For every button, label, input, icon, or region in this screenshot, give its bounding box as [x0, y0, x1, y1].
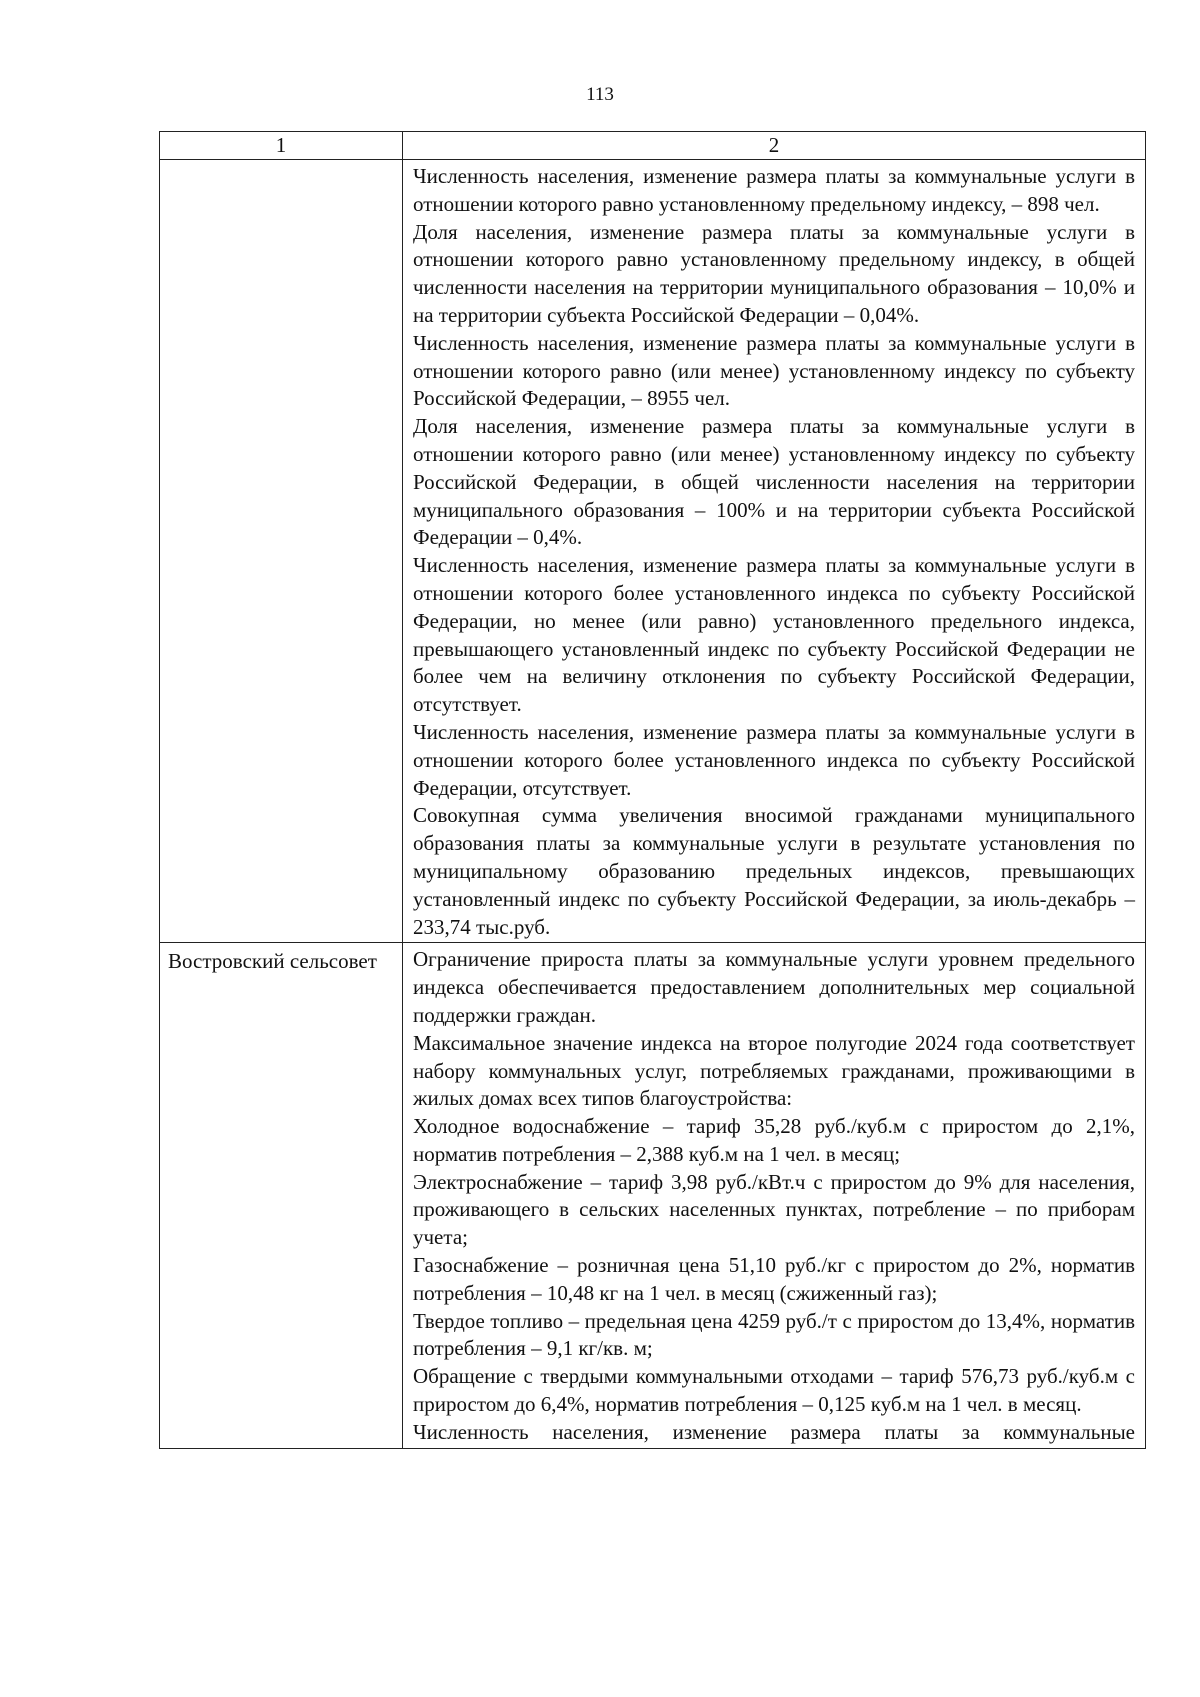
paragraph: Обращение с твердыми коммунальными отходами – тариф 576,73 руб./куб.м с приростом до 6,4%, норматив потребления – 0,125 куб.м на 1 чел. в месяц. [413, 1364, 1135, 1417]
table-row [160, 160, 1146, 943]
column-header-1: 1 [160, 132, 403, 160]
paragraph: Численность населения, изменение размера платы за коммунальные услуги в отношении которого равно (или менее) установленному индексу по субъекту Российской Федерации, – 8955 чел. [413, 330, 1135, 411]
page-number: 113 [586, 84, 614, 105]
paragraph: Доля населения, изменение размера платы за коммунальные услуги в отношении которого равно (или менее) установленному индексу по субъекту Российской Федерации, в общей численности населения на территории муниципального образования – 100% и на территории субъекта Российской Федерации – 0,4%. [413, 414, 1135, 550]
paragraph: Максимальное значение индекса на второе полугодие 2024 года соответствует набору коммунальных услуг, потребляемых гражданами, проживающими в жилых домах всех типов благоустройства: [413, 1030, 1135, 1111]
paragraph: Численность населения, изменение размера платы за коммунальные услуги в отношении которого более установленного индекса по субъекту Российской Федерации, но менее (или равно) установленного предельного индекса, превышающего установленный индекс по субъекту Российской Федерации не более чем на величину отклонения по субъекту Российской Федерации, отсутствует. [413, 553, 1135, 717]
municipality-cell [160, 160, 403, 943]
continued-paragraph: Численность населения, изменение размера платы за коммунальные [413, 1419, 1135, 1444]
paragraph: Газоснабжение – розничная цена 51,10 руб./кг с приростом до 2%, норматив потребления – 10,48 кг на 1 чел. в месяц (сжиженный газ); [413, 1253, 1135, 1305]
paragraph: Доля населения, изменение размера платы за коммунальные услуги в отношении которого равно установленному предельному индексу, в общей численности населения на территории муниципального образования – 10,0% и на территории субъекта Российской Федерации – 0,04%. [413, 219, 1135, 327]
paragraph: Численность населения, изменение размера платы за коммунальные услуги в отношении которого более установленного индекса по субъекту Российской Федерации, отсутствует. [413, 719, 1135, 800]
paragraph: Холодное водоснабжение – тариф 35,28 руб./куб.м с приростом до 2,1%, норматив потребления – 2,388 куб.м на 1 чел. в месяц; [413, 1114, 1135, 1166]
description-cell [403, 160, 1146, 943]
paragraph: Твердое топливо – предельная цена 4259 руб./т с приростом до 13,4%, норматив потребления – 9,1 кг/кв. м; [413, 1308, 1135, 1361]
table-row [160, 943, 1146, 1448]
document-table [159, 131, 1146, 1449]
table-header-row [160, 132, 1146, 160]
description-cell [403, 943, 1146, 1448]
municipality-cell: Востровский сельсовет [160, 943, 403, 1448]
paragraph: Ограничение прироста платы за коммунальные услуги уровнем предельного индекса обеспечивается предоставлением дополнительных мер социальной поддержки граждан. [413, 947, 1135, 1027]
column-header-2: 2 [403, 132, 1146, 160]
paragraph: Совокупная сумма увеличения вносимой гражданами муниципального образования платы за коммунальные услуги в результате установления по муниципальному образованию предельных индексов, превышающих установленный индекс по субъекту Российской Федерации, за июль-декабрь – 233,74 тыс.руб. [413, 803, 1135, 939]
paragraph: Электроснабжение – тариф 3,98 руб./кВт.ч с приростом до 9% для населения, проживающего в сельских населенных пунктах, потребление – по приборам учета; [413, 1169, 1135, 1250]
paragraph: Численность населения, изменение размера платы за коммунальные услуги в отношении которого равно установленному предельному индексу, – 898 чел. [413, 164, 1135, 216]
